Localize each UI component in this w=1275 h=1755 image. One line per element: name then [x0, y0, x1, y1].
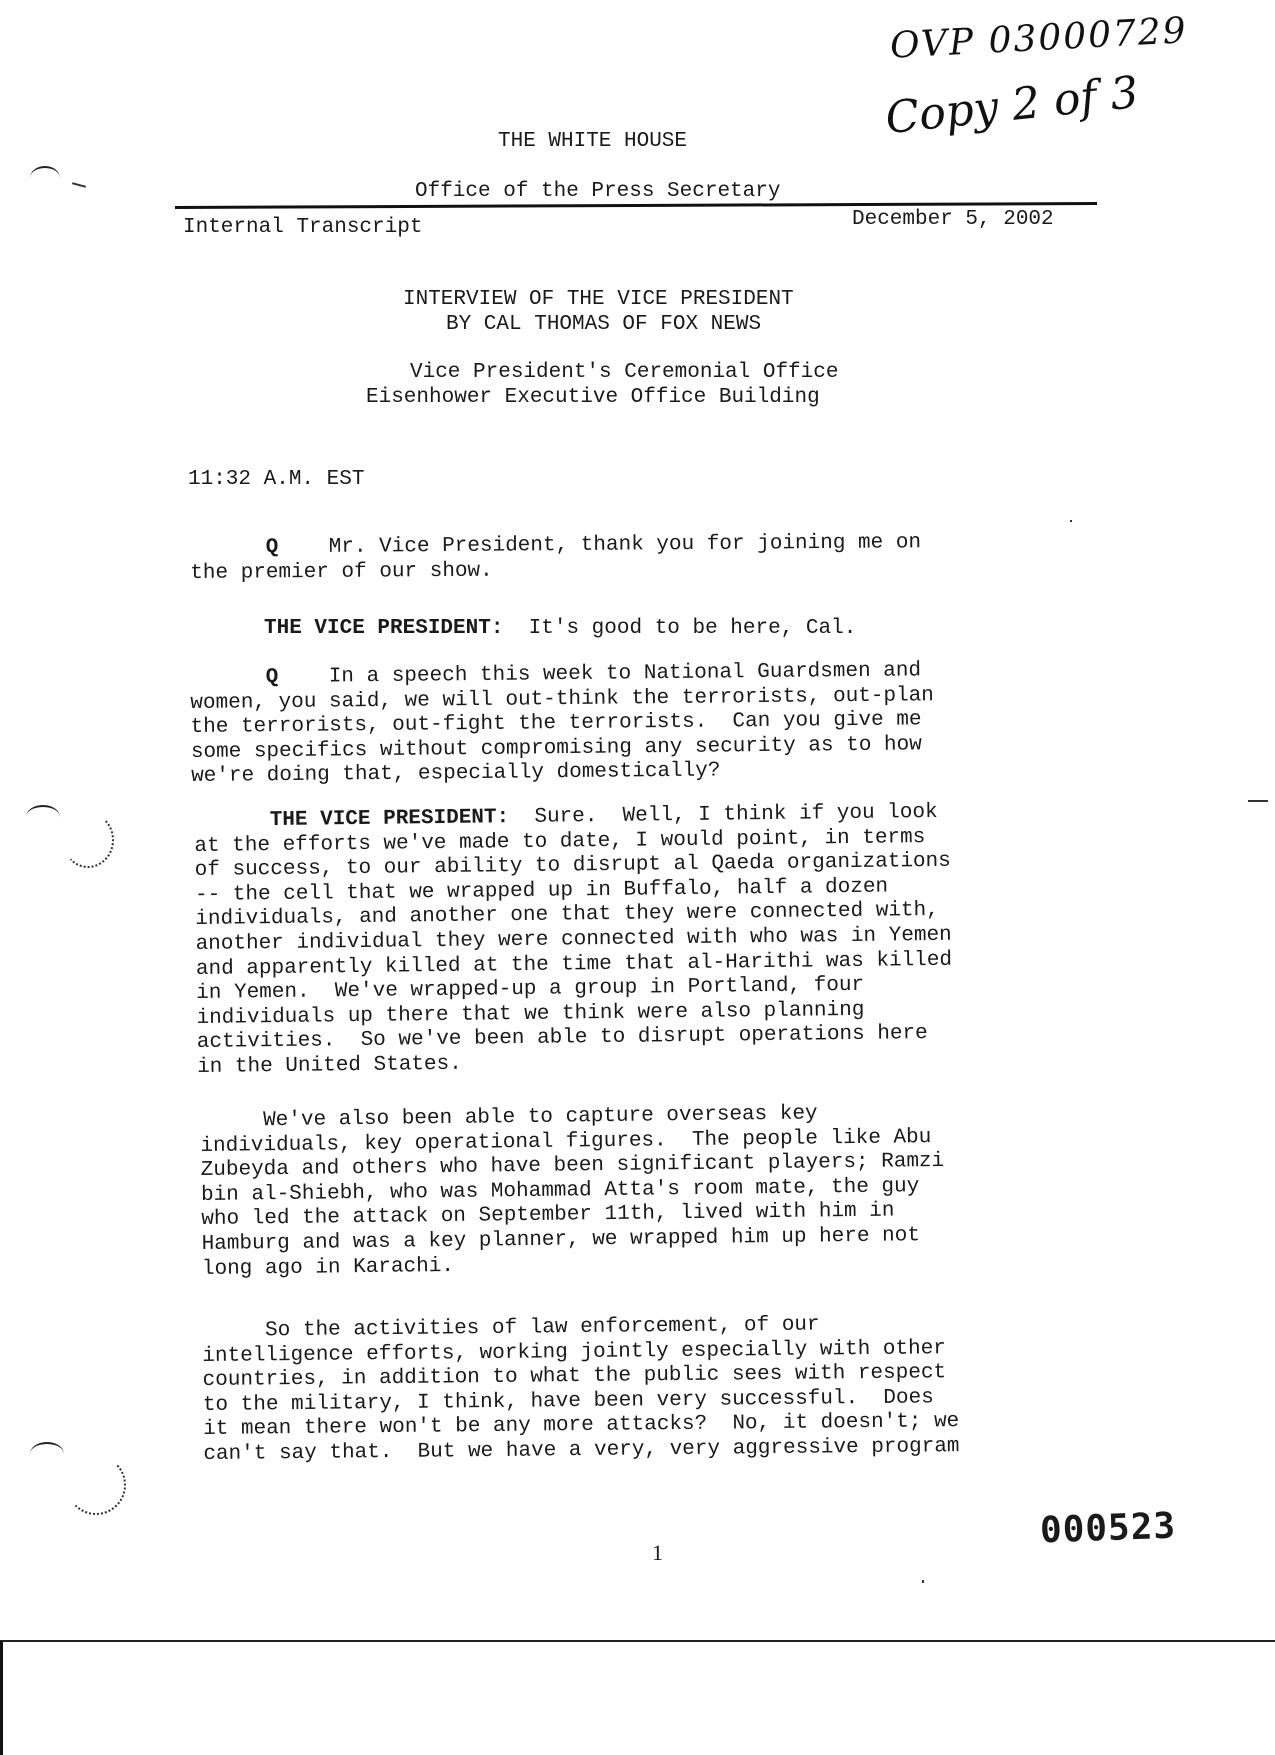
location-line-1: Vice President's Ceremonial Office — [410, 361, 839, 384]
interview-time: 11:32 A.M. EST — [188, 468, 365, 491]
transcript-line: the terrorists, out-fight the terrorists. Can you give me — [190, 708, 922, 740]
transcript-line: women, you said, we will out-think the terrorists, out-plan — [190, 683, 934, 715]
scan-speck — [1070, 520, 1072, 522]
transcript-line: some specifics without compromising any security as to how — [190, 733, 922, 764]
transcript-line: can't say that. But we have a very, very aggressive program — [203, 1435, 960, 1466]
title-line-2: BY CAL THOMAS OF FOX NEWS — [446, 313, 762, 336]
scan-speck — [72, 182, 86, 188]
transcript-answer-1 — [264, 617, 856, 642]
transcript-line: Q Mr. Vice President, thank you for joining me on — [265, 531, 922, 560]
transcript-question-2 — [190, 659, 935, 790]
transcript-line: in the United States. — [197, 1052, 462, 1079]
header-organization-row — [0, 130, 1275, 154]
speaker-label: THE VICE PRESIDENT: — [264, 617, 504, 640]
punch-hole-bottom — [66, 1455, 126, 1515]
header-organization: THE WHITE HOUSE — [497, 130, 688, 153]
transcript-line: bin al-Shiebh, who was Mohammad Atta's room mate, the guy — [200, 1174, 920, 1207]
transcript-line: Q In a speech this week to National Guardsmen and — [265, 659, 922, 690]
bates-stamp: 000523 — [1039, 1505, 1177, 1552]
speaker-label: THE VICE PRESIDENT: — [269, 806, 510, 833]
transcript-line: Hamburg and was a key planner, we wrapped him up here not — [201, 1224, 921, 1256]
transcript-line: intelligence efforts, working jointly especially with other — [202, 1336, 946, 1368]
transcript-line: and apparently killed at the time that al-Harithi was killed — [195, 948, 953, 981]
transcript-line: the premier of our show. — [190, 559, 493, 585]
transcript-continuation-2 — [202, 1312, 960, 1467]
transcript-line: THE VICE PRESIDENT: It's good to be here, Cal. — [264, 617, 857, 640]
scan-speck — [922, 1580, 924, 1583]
speaker-label: Q — [265, 536, 279, 560]
transcript-line: Zubeyda and others who have been significant players; Ramzi — [200, 1150, 945, 1183]
transcript-line: We've also been able to capture overseas key — [200, 1102, 818, 1133]
transcript-line: in Yemen. We've wrapped-up a group in Portland, four — [196, 973, 865, 1006]
handwritten-document-id: OVP 03000729 — [889, 10, 1189, 67]
transcript-continuation-1 — [200, 1101, 946, 1282]
transcript-line: So the activities of law enforcement, of our — [202, 1313, 820, 1343]
document-date: December 5, 2002 — [852, 208, 1054, 231]
page-number: 1 — [652, 1540, 663, 1565]
punch-hole-middle — [62, 812, 114, 868]
transcript-line: to the military, I think, have been very successful. Does — [202, 1386, 934, 1417]
title-line-1: INTERVIEW OF THE VICE PRESIDENT — [403, 288, 794, 311]
transcript-answer-2 — [194, 801, 953, 1081]
speaker-label: Q — [265, 666, 279, 690]
transcript-line: another individual they were connected with who was in Yemen — [195, 923, 952, 956]
transcript-line: long ago in Karachi. — [201, 1254, 455, 1281]
punch-hole-mark-top — [30, 166, 60, 178]
transcript-line: THE VICE PRESIDENT: Sure. Well, I think if you look — [269, 800, 938, 833]
transcript-line: it mean there won't be any more attacks? No, it doesn't; we — [203, 1410, 960, 1442]
transcript-line: at the efforts we've made to date, I would point, in terms — [194, 825, 926, 858]
transcript-line: who led the attack on September 11th, lived with him in — [201, 1199, 895, 1232]
punch-hole-mark-bottom — [30, 1442, 64, 1454]
transcript-line: individuals up there that we think were also planning — [196, 998, 865, 1030]
scan-edge-mark — [1248, 800, 1268, 802]
transcript-line: activities. So we've been able to disrupt operations here — [196, 1022, 928, 1055]
transcript-line: individuals, key operational figures. The people like Abu — [200, 1125, 932, 1158]
page-left-edge — [0, 1641, 3, 1755]
document-type: Internal Transcript — [183, 216, 423, 239]
punch-hole-mark-middle — [26, 805, 60, 817]
transcript-line: of success, to our ability to disrupt al Qaeda organizations — [194, 849, 951, 883]
handwritten-copy-note: Copy 2 of 3 — [883, 66, 1141, 145]
transcript-line: we're doing that, especially domestically? — [191, 759, 721, 789]
transcript-line: countries, in addition to what the public sees with respect — [202, 1361, 947, 1393]
header-office: Office of the Press Secretary — [415, 180, 781, 203]
transcript-line: individuals, and another one that they were connected with, — [195, 899, 939, 932]
location-line-2: Eisenhower Executive Office Building — [366, 386, 820, 409]
page-bottom-edge — [0, 1640, 1275, 1642]
transcript-question-1 — [190, 531, 921, 586]
transcript-line: -- the cell that we wrapped up in Buffalo, half a dozen — [194, 875, 889, 907]
